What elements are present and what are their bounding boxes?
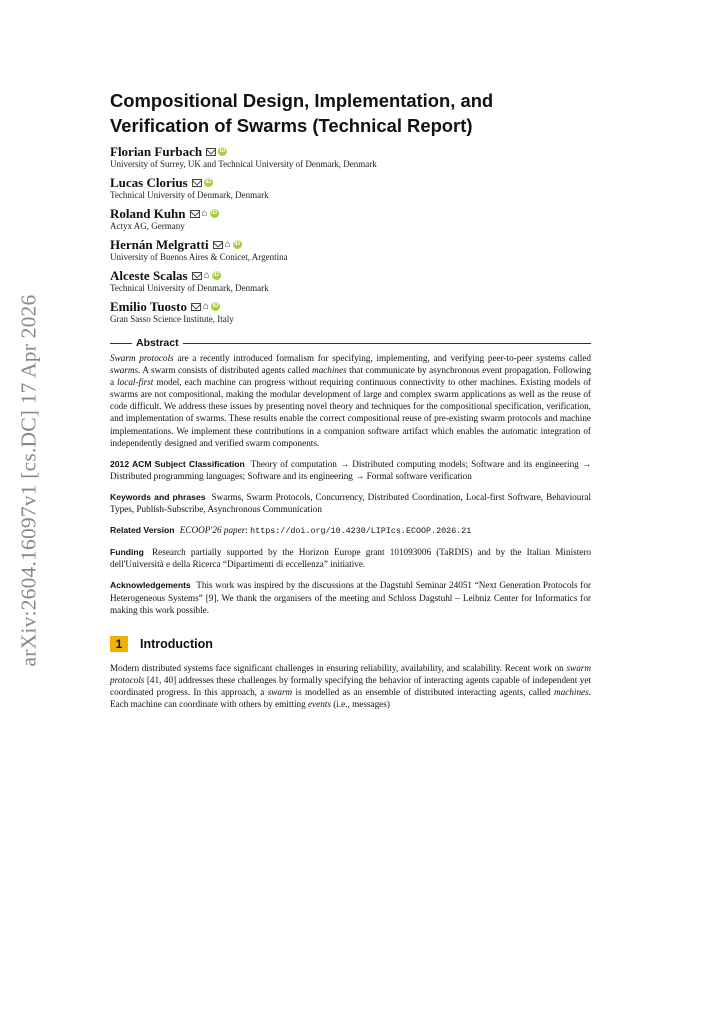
author-name-row — [110, 299, 591, 314]
keywords — [110, 491, 591, 515]
arxiv-id-text: arXiv:2604.16097v1 [cs.DC] 17 Apr 2026 — [16, 294, 41, 666]
author-name: Lucas Clorius — [110, 175, 188, 190]
author-name: Emilio Tuosto — [110, 299, 187, 314]
related-doi-link[interactable]: https://doi.org/10.4230/LIPIcs.ECOOP.2026.21 — [250, 526, 472, 537]
acknowledgements — [110, 579, 591, 615]
text-run: (i.e., messages) — [330, 698, 390, 709]
author-name: Florian Furbach — [110, 144, 203, 159]
orcid-icon[interactable]: iD — [211, 210, 218, 216]
author-name: Alceste Scalas — [110, 268, 188, 283]
acknowledgements-text: This work was inspired by the discussions at the Dagstuhl Seminar 24051 “Next Generation Protocols for Heterogeneous Systems” [9]. We thank the organisers of the meeting and Schloss Dagstuhl – Leibniz Center for Informatics for making this work possible. — [110, 580, 591, 615]
mail-icon[interactable] — [192, 272, 202, 280]
emphasized-term: machines — [311, 365, 347, 376]
mail-icon[interactable] — [192, 179, 202, 187]
keywords-label: Keywords and phrases — [110, 491, 206, 502]
author-name: Roland Kuhn — [110, 206, 186, 221]
related-label: Related Version — [110, 525, 175, 536]
funding-text: Research partially supported by the Horizon Europe grant 101093006 (TaRDIS) and by the Italian Ministero dell'Università e della Ricerca “Dipartimenti di eccellenza” initiative. — [110, 547, 591, 570]
mail-icon[interactable] — [190, 210, 200, 218]
author-icons — [213, 240, 242, 250]
acm-text: Theory of computation → Distributed computing models; Software and its engineering → Distributed programming languages; Software and its engineering → Formal software verification — [110, 458, 592, 481]
related-venue: ECOOP'26 paper — [179, 525, 246, 536]
author-icons — [191, 302, 220, 312]
author-entry — [110, 206, 591, 232]
home-icon[interactable]: ⌂ — [224, 238, 231, 250]
text-run: [41, 40] addresses these challenges by formally specifying the behavior of interacting agents capable of independent yet coordinated progress. In this approach, a — [110, 674, 591, 697]
abstract-rule-right — [183, 343, 591, 344]
author-entry — [110, 144, 591, 170]
mail-icon[interactable] — [191, 303, 201, 311]
mail-icon[interactable] — [206, 148, 216, 156]
author-entry — [110, 237, 591, 263]
author-affiliation: Technical University of Denmark, Denmark — [110, 283, 269, 293]
author-entry — [110, 268, 591, 294]
emphasized-term: local-first — [117, 377, 154, 388]
author-icons — [192, 271, 221, 281]
keywords-text: Swarms, Swarm Protocols, Concurrency, Distributed Coordination, Local-first Software, Behavioural Types, Publish-Subscribe, Asynchronous Communication — [110, 491, 592, 515]
abstract-heading — [110, 337, 591, 349]
author-name-row — [110, 268, 591, 283]
author-affiliation: Technical University of Denmark, Denmark — [110, 190, 269, 200]
text-run: . Each machine can coordinate with others by emitting — [110, 686, 591, 709]
orcid-icon[interactable]: iD — [205, 179, 212, 185]
emphasized-term: swarm protocols — [110, 662, 591, 685]
author-name-row — [110, 175, 591, 190]
abstract-heading-text: Abstract — [136, 337, 179, 349]
acm-classification — [110, 458, 591, 482]
emphasized-term: Swarm protocols — [110, 353, 174, 363]
text-run: is modelled as an ensemble of distributed interacting agents, called — [292, 686, 554, 697]
arxiv-identifier — [4, 294, 54, 666]
author-name-row — [110, 206, 591, 221]
home-icon[interactable]: ⌂ — [201, 207, 208, 219]
abstract-text — [110, 352, 591, 449]
related-version — [110, 524, 591, 537]
author-affiliation: University of Buenos Aires & Conicet, Argentina — [110, 252, 288, 262]
author-entry — [110, 299, 591, 325]
section-number-badge: 1 — [110, 636, 128, 652]
acm-label: 2012 ACM Subject Classification — [110, 458, 245, 469]
text-run: model, each machine can progress without requiring continuous connectivity to other machines. Existing models of swarms are not compositional, making the modular development of large and complex swarm applications as well as the reuse of code difficult. We address these issues by presenting novel theory and techniques for the compositional specification, verification, and implementation of swarms. These results enable the correct compositional reuse of pre-existing swarm protocols and machine implementations. We implement these contributions in a companion software artifact which enables the automatic integration of independently designed and verified swarm components. — [110, 377, 591, 448]
mail-icon[interactable] — [213, 241, 223, 249]
abstract-rule-left — [110, 343, 132, 344]
author-icons — [206, 147, 227, 156]
author-icons — [192, 178, 213, 187]
text-run: that communicate by asynchronous event propagation. Following a — [110, 365, 591, 388]
acknowledgements-label: Acknowledgements — [110, 580, 191, 591]
text-run: Modern distributed systems face significant challenges in ensuring reliability, availability, and scalability. Recent work on — [110, 662, 567, 673]
emphasized-term: machines — [554, 686, 589, 697]
orcid-icon[interactable]: iD — [219, 148, 226, 154]
author-name-row — [110, 144, 591, 159]
author-affiliation: Gran Sasso Science Institute, Italy — [110, 314, 234, 324]
author-name-row — [110, 237, 591, 252]
home-icon[interactable]: ⌂ — [202, 300, 209, 312]
author-icons — [190, 209, 219, 219]
orcid-icon[interactable]: iD — [212, 303, 219, 309]
section-title: Introduction — [140, 636, 213, 651]
emphasized-term: swarms — [110, 365, 139, 376]
author-affiliation: Actyx AG, Germany — [110, 221, 185, 231]
funding — [110, 546, 591, 570]
related-separator: : — [245, 525, 251, 536]
author-list — [110, 144, 591, 325]
section-heading-introduction — [110, 636, 591, 652]
paper-title: Compositional Design, Implementation, and Verification of Swarms (Technical Report) — [110, 90, 494, 136]
text-run: are a recently introduced formalism for specifying, implementing, and verifying peer-to-peer systems called — [173, 353, 591, 363]
introduction-text — [110, 662, 591, 710]
orcid-icon[interactable]: iD — [213, 272, 220, 278]
paper-page — [110, 88, 591, 710]
author-name: Hernán Melgratti — [110, 237, 209, 252]
orcid-icon[interactable]: iD — [234, 241, 241, 247]
funding-label: Funding — [110, 547, 144, 558]
home-icon[interactable]: ⌂ — [203, 269, 210, 281]
author-entry — [110, 175, 591, 201]
emphasized-term: events — [307, 698, 331, 709]
emphasized-term: swarm — [267, 686, 293, 697]
author-affiliation: University of Surrey, UK and Technical University of Denmark, Denmark — [110, 159, 377, 169]
text-run: . A swarm consists of distributed agents called — [138, 365, 312, 376]
